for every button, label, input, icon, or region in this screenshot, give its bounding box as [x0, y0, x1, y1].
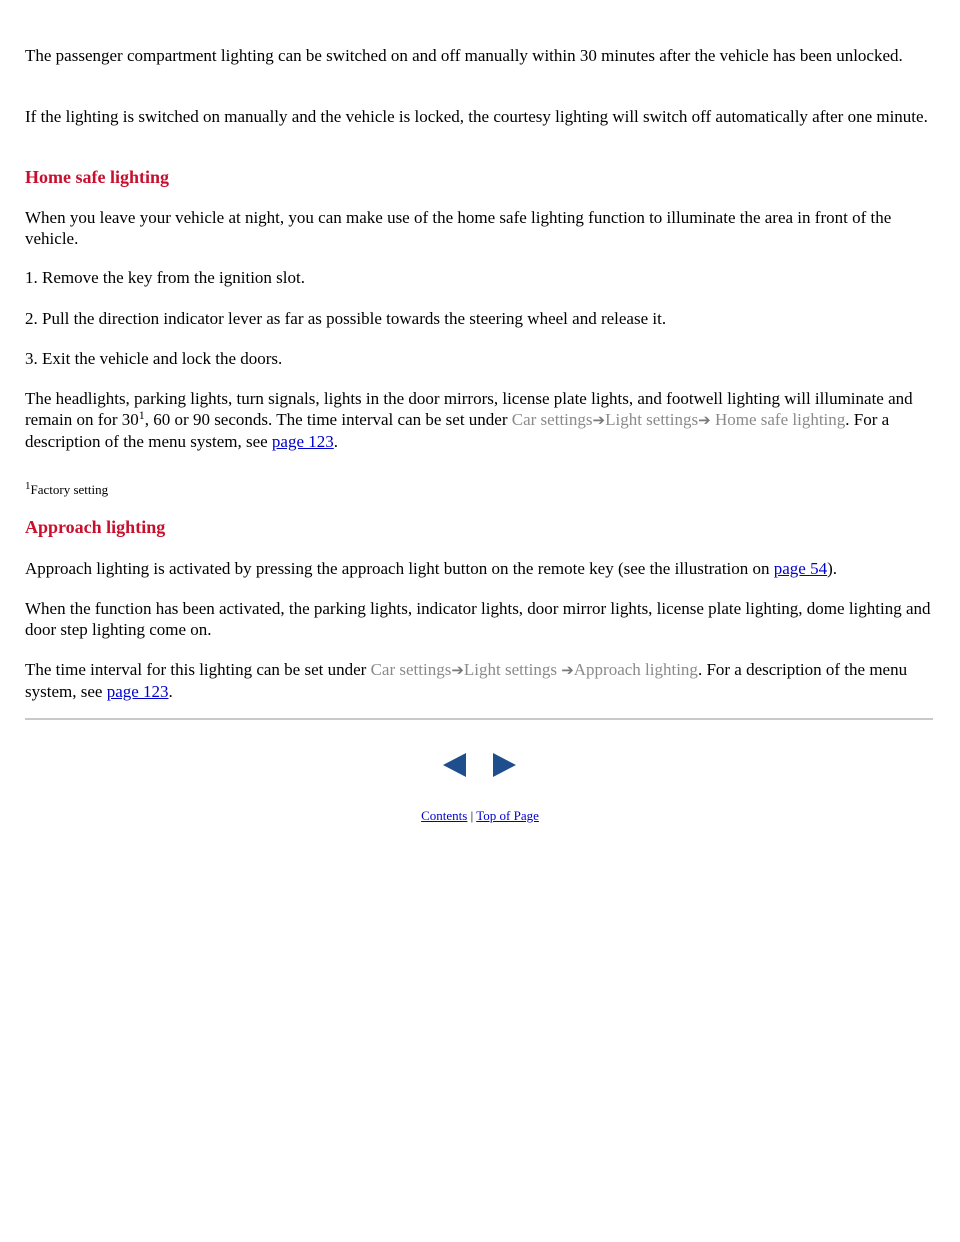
link-page-54[interactable]: page 54	[773, 559, 828, 578]
menu-light-settings: Light settings	[605, 410, 699, 429]
text: . For a description of the menu system, see	[25, 410, 890, 451]
paragraph-approach-activation	[25, 558, 937, 579]
paragraph-manual-switch: The passenger compartment lighting can be switched on and off manually within 30 minutes after the vehicle has been unlocked.	[25, 46, 903, 65]
menu-light-settings: Light settings	[463, 660, 562, 679]
text: .	[168, 682, 173, 701]
text: , 60 or 90 seconds. The time interval can be set under	[144, 410, 512, 429]
footer-separator: |	[470, 808, 474, 823]
next-page-button[interactable]	[491, 752, 517, 783]
section-divider	[25, 718, 933, 720]
footnote-number: 1	[25, 480, 31, 492]
menu-car-settings: Car settings	[370, 660, 452, 679]
menu-approach-lighting: Approach lighting	[573, 660, 698, 679]
step-2: 2. Pull the direction indicator lever as far as possible towards the steering wheel and release it.	[25, 309, 667, 328]
arrow-right-icon: ➔	[698, 411, 711, 429]
link-page-123[interactable]: page 123	[271, 432, 334, 451]
heading-approach-lighting: Approach lighting	[25, 517, 166, 537]
text: ).	[827, 559, 838, 578]
paragraph-approach-effect: When the function has been activated, the parking lights, indicator lights, door mirror lights, license plate lighting, dome lighting and door step lighting come on.	[25, 599, 931, 639]
paragraph-home-safe-intro: When you leave your vehicle at night, you can make use of the home safe lighting function to illuminate the area in front of the vehicle.	[25, 208, 892, 248]
arrow-right-icon: ➔	[561, 661, 574, 679]
paragraph-approach-interval	[25, 659, 937, 702]
text: . For a description of the menu system, see	[25, 660, 908, 701]
contents-link[interactable]: Contents	[421, 808, 468, 823]
text: .	[333, 432, 339, 451]
link-page-123[interactable]: page 123	[106, 682, 169, 701]
text: The headlights, parking lights, turn signals, lights in the door mirrors, license plate lights, and footwell lighting will illuminate and remain on for 30	[25, 389, 913, 429]
footnote-ref: 1	[138, 408, 145, 422]
text: Approach lighting is activated by pressing the approach light button on the remote key (see the illustration on	[25, 559, 774, 578]
triangle-left-icon	[442, 752, 468, 778]
paragraph-auto-off: If the lighting is switched on manually and the vehicle is locked, the courtesy lighting will switch off automatically after one minute.	[25, 107, 928, 126]
step-1: 1. Remove the key from the ignition slot.	[25, 268, 305, 287]
page-navigation	[0, 752, 960, 788]
footer-links	[0, 808, 960, 824]
footnote	[25, 479, 937, 500]
previous-page-button[interactable]	[442, 752, 468, 783]
top-of-page-link[interactable]: Top of Page	[476, 808, 539, 823]
step-3: 3. Exit the vehicle and lock the doors.	[25, 349, 283, 368]
menu-car-settings: Car settings	[511, 410, 593, 429]
arrow-right-icon: ➔	[451, 661, 464, 679]
arrow-right-icon: ➔	[592, 411, 606, 429]
text: The time interval for this lighting can be set under	[25, 660, 371, 679]
footnote-text: Factory setting	[30, 482, 109, 497]
paragraph-home-safe-details	[25, 388, 937, 452]
menu-home-safe-lighting: Home safe lighting	[714, 410, 846, 429]
triangle-right-icon	[491, 752, 517, 778]
heading-home-safe-lighting: Home safe lighting	[25, 167, 169, 187]
